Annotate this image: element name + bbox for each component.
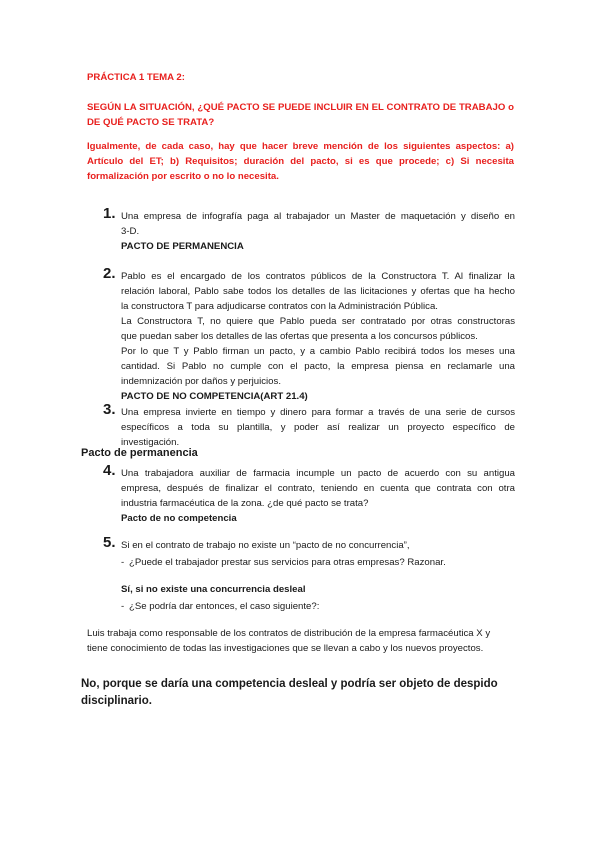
- item-4-text: [121, 466, 515, 526]
- item-5-q1-bullet: -: [121, 557, 125, 568]
- item-number-2: 2.: [103, 265, 116, 282]
- practice-title: PRÁCTICA 1 TEMA 2:: [87, 72, 185, 83]
- item-2-p3-line-2: cantidad. Si Pablo no cumple con el pacto, la empresa piensa en reclamarle una: [121, 361, 515, 372]
- item-3-answer: Pacto de permanencia: [81, 447, 198, 459]
- final-answer-line-1: No, porque se daría una competencia desleal y podría ser objeto de despido: [81, 678, 498, 690]
- item-2-p1-line-3: la constructora T para adjudicarse contratos con la Administración Pública.: [121, 301, 438, 312]
- item-number-4: 4.: [103, 462, 116, 479]
- item-5-q2: ¿Se podría dar entonces, el caso siguiente?:: [129, 601, 320, 612]
- item-number-1: 1.: [103, 205, 116, 222]
- case-text: [87, 626, 517, 656]
- item-3-text: [121, 405, 515, 450]
- item-1-line-2: 3-D.: [121, 226, 140, 237]
- instructions: Igualmente, de cada caso, hay que hacer breve mención de los siguientes aspectos: a) Artículo del ET; b) Requisitos; duración del pacto, si es que procede; c) Si necesita formalización por escrito o no lo necesita.: [87, 141, 514, 182]
- item-2-p3-line-1: Por lo que T y Pablo firman un pacto, y a cambio Pablo recibirá todos los meses una: [121, 346, 515, 357]
- item-1-line-1: Una empresa de infografía paga al trabajador un Master de maquetación y diseño en: [121, 211, 515, 222]
- item-3-line-1: Una empresa invierte en tiempo y dinero para formar a través de una serie de cursos: [121, 407, 515, 418]
- item-2-p1-line-2: relación laboral, Pablo sabe todos los detalles de las licitaciones y ofertas que ha hecho: [121, 286, 515, 297]
- item-2-p2-line-2: que puedan saber los detalles de las ofertas que presenta a los concursos públicos.: [121, 331, 478, 342]
- item-5-q1: ¿Puede el trabajador prestar sus servicios para otras empresas? Razonar.: [129, 557, 446, 568]
- item-2-p2-line-1: La Constructora T, no quiere que Pablo pueda ser contratado por otras constructoras: [121, 316, 515, 327]
- item-4-line-2: empresa, después de finalizar el contrato, teniendo en cuenta que contrata con otra: [121, 483, 515, 494]
- item-4-line-1: Una trabajadora auxiliar de farmacia incumple un pacto de acuerdo con su antigua: [121, 468, 515, 479]
- item-3-line-2: específicos a toda su plantilla, y poder así realizar un proyecto específico de: [121, 422, 515, 433]
- item-5-answer-1: Sí, si no existe una concurrencia desleal: [121, 584, 306, 595]
- final-answer: [81, 676, 521, 710]
- item-1-answer: PACTO DE PERMANENCIA: [121, 241, 244, 252]
- item-5-intro: Si en el contrato de trabajo no existe un “pacto de no concurrencia”,: [121, 540, 410, 551]
- case-line-1: Luis trabaja como responsable de los contratos de distribución de la empresa farmacéutica X y: [87, 628, 491, 639]
- item-5-q2-bullet: -: [121, 601, 125, 612]
- item-4-answer: Pacto de no competencia: [121, 513, 237, 524]
- final-answer-line-2: disciplinario.: [81, 695, 152, 707]
- case-line-2: tiene conocimiento de todas las investigaciones que se llevan a cabo y los nuevos proyectos.: [87, 643, 484, 654]
- item-1-text: [121, 209, 515, 254]
- item-2-p1-line-1: Pablo es el encargado de los contratos públicos de la Constructora T. Al finalizar la: [121, 271, 515, 282]
- item-3-line-3: investigación.: [121, 437, 180, 448]
- item-2-p3-line-3: indemnización por daños y perjuicios.: [121, 376, 281, 387]
- item-number-3: 3.: [103, 401, 116, 418]
- main-question: SEGÚN LA SITUACIÓN, ¿QUÉ PACTO SE PUEDE INCLUIR EN EL CONTRATO DE TRABAJO o DE QUÉ PACTO SE TRATA?: [87, 102, 514, 128]
- item-4-line-3: industria farmacéutica de la zona. ¿de qué pacto se trata?: [121, 498, 369, 509]
- item-number-5: 5.: [103, 534, 116, 551]
- item-2-answer: PACTO DE NO COMPETENCIA(ART 21.4): [121, 391, 308, 402]
- item-2-text: [121, 269, 515, 404]
